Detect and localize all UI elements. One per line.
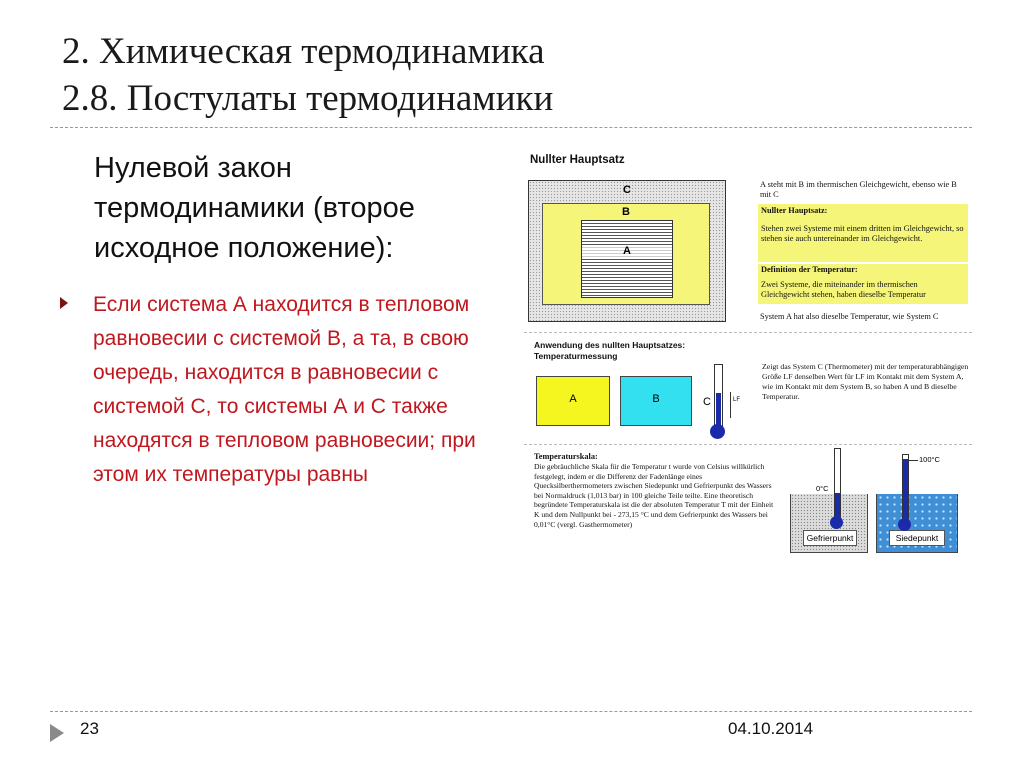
- note-definition-body: Zwei Systeme, die miteinander im thermischen Gleichgewicht stehen, haben dieselbe Temperatur: [761, 280, 926, 299]
- slide-title: [62, 28, 553, 122]
- anwendung-box-b: [620, 376, 692, 426]
- zero-c-label: 0°C: [816, 484, 829, 493]
- note-gleichgewicht: A steht mit B im thermischen Gleichgewicht, ebenso wie B mit C: [760, 180, 957, 199]
- anwendung-box-a: [536, 376, 610, 426]
- hundred-c-tick: [908, 460, 918, 461]
- thermometer-boil: [902, 454, 909, 524]
- footer-divider: [50, 711, 972, 712]
- thermometer-boil-fill: [903, 459, 908, 523]
- hundred-c-label: 100°C: [919, 455, 940, 464]
- thermometer-freeze-bulb: [830, 516, 843, 529]
- figure-nullter-hauptsatz: [524, 148, 972, 558]
- figure-heading: Nullter Hauptsatz: [530, 154, 625, 166]
- anwendung-text: Zeigt das System C (Thermometer) mit der temperaturabhängigen Größe LF denselben Wert für LF im Kontakt mit dem System A, wie im Kontakt mit dem System B, so haben A und B dieselbe Temperatur.: [762, 362, 969, 401]
- beaker-freeze: [790, 494, 868, 553]
- note-definition-box: [758, 264, 968, 304]
- title-line-2: 2.8. Постулаты термодинамики: [62, 78, 554, 119]
- box-system-b: [542, 203, 710, 305]
- note-system-a-c: System A hat also dieselbe Temperatur, wie System C: [760, 312, 939, 321]
- label-b: B: [622, 206, 630, 218]
- skala-text: Die gebräuchliche Skala für die Temperatur t wurde von Celsius willkürlich festgelegt, indem er die Differenz der Fadenlänge eines Quecksilberthermometers zwischen Siedepunkt und Gefrierpunkt des Wassers bei Normaldruck (1,013 bar) in 100 gleiche Teile teilte. Eine theoretisch begründete Temperaturskala ist die der absoluten Temperatur T mit der Einheit K und dem Nullpunkt bei - 273,15 °C und dem Gefrierpunkt des Wassers bei 0,01°C (vergl. Gasthermometer): [534, 462, 774, 529]
- note-nullter-body: Stehen zwei Systeme mit einem dritten im Gleichgewicht, so stehen sie auch untereinander im Gleichgewicht.: [761, 224, 964, 243]
- anwendung-label-b: B: [652, 393, 660, 405]
- thermometer-c-bulb: [710, 424, 725, 439]
- lf-marker: [730, 392, 731, 418]
- anwendung-title: Anwendung des nullten Hauptsatzes: Temperaturmessung: [534, 340, 686, 361]
- subtitle: Нулевой закон термодинамики (второе исходное положение):: [94, 152, 415, 264]
- note-nullter-title: Nullter Hauptsatz:: [761, 206, 828, 215]
- figure-divider-2: [524, 444, 972, 445]
- anwendung-label-a: A: [569, 393, 577, 405]
- bullet-text: Если система А находится в тепловом равновесии с системой В, а та, в свою очередь, находится в равновесии с системой С, то системы А и С также находятся в тепловом равновесии; при этом их температуры равны: [93, 293, 476, 486]
- label-c: C: [623, 184, 631, 196]
- bullet-arrow-icon: [60, 297, 68, 309]
- thermometer-freeze: [834, 448, 841, 522]
- box-system-a: [581, 220, 673, 298]
- figure-divider-1: [524, 332, 972, 333]
- beaker-boil: [876, 494, 958, 553]
- label-a: A: [582, 245, 672, 257]
- note-nullter-box: [758, 204, 968, 262]
- skala-title: Temperaturskala:: [534, 452, 598, 461]
- lf-label: LF: [733, 397, 741, 403]
- footer-arrow-icon: [50, 724, 64, 742]
- box-system-c: [528, 180, 726, 322]
- page-number: 23: [80, 719, 99, 738]
- note-definition-title: Definition der Temperatur:: [761, 265, 858, 274]
- slide-date: 04.10.2014: [728, 719, 814, 738]
- thermometer-c-tube: [714, 364, 723, 430]
- freeze-label: Gefrierpunkt: [803, 530, 857, 546]
- title-divider: [50, 127, 972, 128]
- thermometer-c-label: C: [703, 396, 711, 408]
- title-line-1: 2. Химическая термодинамика: [62, 31, 545, 72]
- boil-label: Siedepunkt: [889, 530, 945, 546]
- thermometer-boil-bulb: [898, 518, 911, 531]
